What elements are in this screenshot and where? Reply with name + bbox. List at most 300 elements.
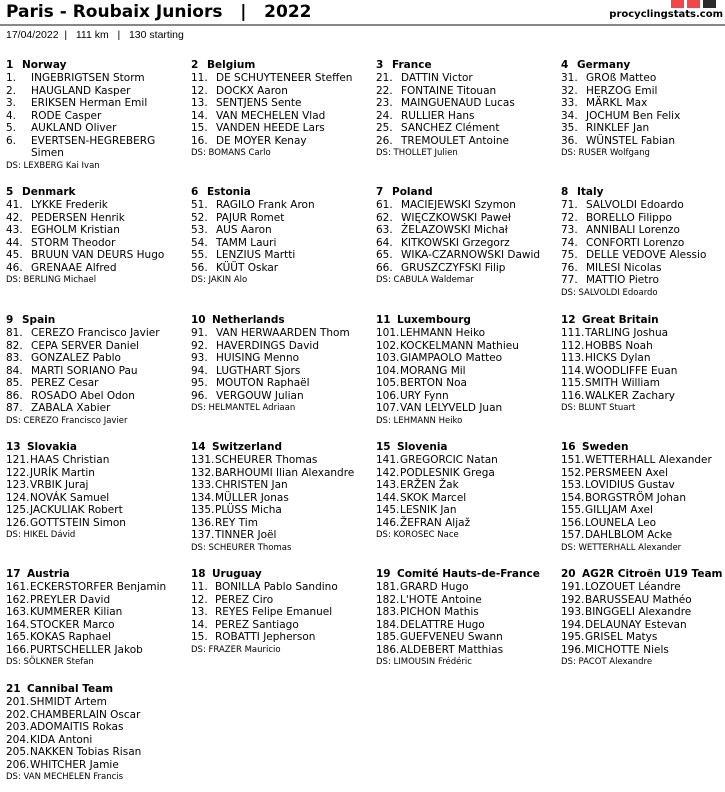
rider-name[interactable]: WETTERHALL Alexander	[585, 454, 712, 466]
rider-name[interactable]: BARUSSEAU Mathéo	[585, 593, 692, 606]
rider-row[interactable]	[6, 402, 186, 415]
rider-row[interactable]	[6, 631, 186, 644]
rider-name[interactable]: EGHOLM Kristian	[31, 224, 120, 236]
rider-name[interactable]: RINKLEF Jan	[586, 122, 650, 134]
rider-row[interactable]	[191, 212, 371, 225]
rider-row[interactable]	[6, 377, 186, 390]
rider-name[interactable]: MILESI Nicolas	[586, 261, 662, 274]
rider-name[interactable]: ROBATTI Jepherson	[215, 631, 316, 643]
rider-row[interactable]	[376, 492, 556, 505]
rider-row[interactable]	[191, 224, 371, 237]
rider-name[interactable]: ANNIBALI Lorenzo	[586, 224, 680, 236]
rider-name[interactable]: MÜLLER Jonas	[215, 491, 289, 504]
rider-name[interactable]: GRUSZCZYFSKI Filip	[401, 261, 506, 274]
rider-row[interactable]	[376, 224, 556, 237]
rider-row[interactable]	[376, 72, 556, 85]
rider-row[interactable]	[6, 504, 186, 517]
rider-name[interactable]: PICHON Mathis	[400, 606, 479, 618]
rider-name[interactable]: CHRISTEN Jan	[215, 479, 288, 491]
team-name[interactable]: Spain	[22, 314, 56, 326]
team-header[interactable]	[191, 567, 371, 581]
rider-row[interactable]	[191, 340, 371, 353]
rider-row[interactable]	[561, 504, 725, 517]
rider-name[interactable]: WIKA-CZARNOWSKI Dawid	[401, 249, 541, 261]
rider-name[interactable]: BERTON Noa	[400, 377, 467, 389]
rider-name[interactable]: VAN LELYVELD Juan	[400, 402, 503, 414]
rider-name[interactable]: GRARD Hugo	[400, 581, 469, 593]
rider-row[interactable]	[6, 581, 186, 594]
rider-name[interactable]: CONFORTI Lorenzo	[586, 236, 685, 249]
rider-row[interactable]	[561, 644, 725, 657]
rider-name[interactable]: WALKER Zachary	[585, 389, 676, 402]
rider-row[interactable]	[561, 212, 725, 225]
rider-row[interactable]	[191, 85, 371, 98]
rider-row[interactable]	[191, 110, 371, 123]
rider-name[interactable]: PLÜSS Micha	[215, 504, 282, 516]
rider-row[interactable]	[191, 492, 371, 505]
rider-row[interactable]	[561, 390, 725, 403]
rider-name[interactable]: RULLIER Hans	[401, 109, 475, 122]
team-header[interactable]	[561, 185, 725, 199]
rider-name[interactable]: BORELLO Filippo	[586, 211, 672, 224]
rider-row[interactable]	[561, 199, 725, 212]
team-header[interactable]	[6, 440, 186, 454]
rider-name[interactable]: WÜNSTEL Fabian	[586, 134, 676, 147]
rider-row[interactable]	[6, 365, 186, 378]
team-header[interactable]	[561, 440, 725, 454]
team-header[interactable]	[6, 58, 186, 72]
team-name[interactable]: Estonia	[207, 186, 251, 198]
rider-row[interactable]	[561, 340, 725, 353]
rider-row[interactable]	[6, 517, 186, 530]
rider-name[interactable]: MACIEJEWSKI Szymon	[401, 199, 516, 211]
rider-name[interactable]: RAGILO Frank Aron	[216, 199, 315, 211]
rider-name[interactable]: SHMIDT Artem	[30, 696, 107, 708]
rider-row[interactable]	[6, 619, 186, 632]
rider-name[interactable]: NOVÁK Samuel	[30, 491, 110, 504]
team-header[interactable]	[561, 313, 725, 327]
rider-name[interactable]: DELLE VEDOVE Alessio	[586, 249, 707, 261]
rider-row[interactable]	[6, 594, 186, 607]
rider-row[interactable]	[376, 212, 556, 225]
rider-name[interactable]: DATTIN Victor	[401, 72, 473, 84]
rider-row[interactable]	[561, 224, 725, 237]
rider-name[interactable]: ŻELAZOWSKI Michał	[401, 224, 508, 236]
rider-row[interactable]	[191, 249, 371, 262]
team-header[interactable]	[6, 313, 186, 327]
rider-name[interactable]: BRUUN VAN DEURS Hugo	[31, 249, 165, 261]
rider-row[interactable]	[376, 467, 556, 480]
rider-row[interactable]	[6, 110, 186, 123]
rider-row[interactable]	[561, 262, 725, 275]
rider-name[interactable]: L'HOTE Antoine	[400, 593, 482, 606]
rider-row[interactable]	[191, 606, 371, 619]
team-name[interactable]: Luxembourg	[397, 314, 471, 326]
rider-row[interactable]	[376, 352, 556, 365]
rider-name[interactable]: SCHEURER Thomas	[215, 454, 318, 466]
team-header[interactable]	[561, 58, 725, 72]
rider-row[interactable]	[376, 249, 556, 262]
rider-row[interactable]	[6, 237, 186, 250]
rider-name[interactable]: REYES Felipe Emanuel	[215, 606, 333, 618]
rider-row[interactable]	[561, 492, 725, 505]
team-header[interactable]	[191, 185, 371, 199]
rider-row[interactable]	[561, 529, 725, 542]
rider-row[interactable]	[6, 390, 186, 403]
rider-name[interactable]: VANDEN HEEDE Lars	[216, 122, 325, 134]
rider-name[interactable]: ADOMAITIS Rokas	[30, 721, 124, 733]
rider-name[interactable]: MICHOTTE Niels	[585, 643, 669, 656]
rider-name[interactable]: BARHOUMI Ilian Alexandre	[215, 466, 355, 479]
rider-name[interactable]: SENTJENS Sente	[216, 97, 302, 109]
rider-name[interactable]: ERIKSEN Herman Emil	[31, 97, 148, 109]
rider-name[interactable]: DE MOYER Kenay	[216, 134, 307, 147]
rider-row[interactable]	[6, 212, 186, 225]
rider-row[interactable]	[561, 237, 725, 250]
rider-row[interactable]	[376, 85, 556, 98]
rider-row[interactable]	[561, 454, 725, 467]
team-header[interactable]	[376, 440, 556, 454]
rider-row[interactable]	[6, 759, 186, 772]
rider-name[interactable]: PODLESNIK Grega	[400, 466, 495, 479]
team-header[interactable]	[6, 682, 186, 696]
rider-row[interactable]	[376, 644, 556, 657]
team-header[interactable]	[561, 567, 725, 581]
rider-row[interactable]	[561, 606, 725, 619]
rider-row[interactable]	[191, 581, 371, 594]
rider-row[interactable]	[376, 199, 556, 212]
rider-name[interactable]: TREMOULET Antoine	[401, 134, 509, 147]
rider-row[interactable]	[191, 390, 371, 403]
rider-name[interactable]: LOUNELA Leo	[585, 516, 657, 529]
rider-name[interactable]: BORGSTRÖM Johan	[585, 491, 687, 504]
team-name[interactable]: Poland	[392, 186, 433, 198]
rider-row[interactable]	[191, 199, 371, 212]
rider-row[interactable]	[376, 377, 556, 390]
rider-row[interactable]	[376, 237, 556, 250]
rider-name[interactable]: KUMMERER Kilian	[30, 606, 123, 618]
rider-name[interactable]: DELATTRE Hugo	[400, 618, 485, 631]
rider-row[interactable]	[561, 97, 725, 110]
team-name[interactable]: Uruguay	[212, 568, 262, 580]
rider-row[interactable]	[561, 619, 725, 632]
rider-name[interactable]: ZABALA Xabier	[31, 402, 111, 414]
rider-name[interactable]: SKOK Marcel	[400, 491, 467, 504]
rider-name[interactable]: HICKS Dylan	[585, 352, 651, 364]
rider-name[interactable]: MARTI SORIANO Pau	[31, 364, 138, 377]
rider-row[interactable]	[191, 97, 371, 110]
rider-name[interactable]: ALDEBERT Matthias	[400, 643, 504, 656]
rider-name[interactable]: CHAMBERLAIN Oscar	[30, 708, 141, 721]
team-name[interactable]: Italy	[577, 186, 604, 198]
team-header[interactable]	[376, 567, 556, 581]
rider-name[interactable]: GOTTSTEIN Simon	[30, 516, 126, 529]
rider-row[interactable]	[6, 746, 186, 759]
rider-name[interactable]: DOCKX Aaron	[216, 84, 288, 97]
rider-row[interactable]	[6, 467, 186, 480]
team-header[interactable]	[191, 58, 371, 72]
rider-row[interactable]	[191, 352, 371, 365]
rider-row[interactable]	[6, 492, 186, 505]
rider-row[interactable]	[561, 352, 725, 365]
rider-name[interactable]: GRISEL Matys	[585, 631, 658, 643]
rider-row[interactable]	[561, 365, 725, 378]
team-name[interactable]: Germany	[577, 59, 631, 71]
rider-row[interactable]	[191, 631, 371, 644]
rider-name[interactable]: STORM Theodor	[31, 236, 116, 249]
team-name[interactable]: Norway	[22, 59, 67, 71]
rider-row[interactable]	[191, 237, 371, 250]
rider-row[interactable]	[191, 262, 371, 275]
team-name[interactable]: Switzerland	[212, 441, 282, 453]
rider-name[interactable]: STOCKER Marco	[30, 618, 115, 631]
rider-row[interactable]	[561, 594, 725, 607]
rider-row[interactable]	[561, 135, 725, 148]
rider-name[interactable]: TINNER Joël	[215, 529, 277, 541]
rider-row[interactable]	[561, 517, 725, 530]
team-name[interactable]: Belgium	[207, 59, 256, 71]
rider-row[interactable]	[561, 110, 725, 123]
rider-name[interactable]: LOZOUET Léandre	[585, 581, 681, 593]
rider-name[interactable]: KOKAS Raphael	[30, 631, 112, 643]
rider-name[interactable]: WIĘCZKOWSKI Paweł	[401, 211, 511, 224]
rider-name[interactable]: KÜÜT Oskar	[216, 261, 279, 274]
rider-row[interactable]	[376, 606, 556, 619]
rider-name[interactable]: LYKKE Frederik	[31, 199, 108, 211]
rider-row[interactable]	[561, 377, 725, 390]
rider-name[interactable]: ŽEFRAN Aljaž	[400, 516, 471, 529]
team-header[interactable]	[376, 313, 556, 327]
rider-row[interactable]	[6, 97, 186, 110]
rider-row[interactable]	[561, 85, 725, 98]
rider-name[interactable]: LUGTHART Sjors	[216, 364, 301, 377]
rider-name[interactable]: DELAUNAY Estevan	[585, 618, 687, 631]
rider-name[interactable]: PEDERSEN Henrik	[31, 211, 125, 224]
rider-row[interactable]	[376, 327, 556, 340]
rider-name[interactable]: WOODLIFFE Euan	[585, 364, 678, 377]
rider-row[interactable]	[191, 454, 371, 467]
rider-name[interactable]: KOCKELMANN Mathieu	[400, 339, 519, 352]
rider-name[interactable]: VRBIK Juraj	[30, 479, 89, 491]
rider-row[interactable]	[6, 734, 186, 747]
team-name[interactable]: France	[392, 59, 432, 71]
rider-row[interactable]	[191, 619, 371, 632]
rider-name[interactable]: INGEBRIGTSEN Storm	[31, 72, 145, 84]
rider-row[interactable]	[6, 721, 186, 734]
rider-name[interactable]: URY Fynn	[400, 389, 449, 402]
team-header[interactable]	[191, 313, 371, 327]
rider-row[interactable]	[6, 135, 186, 160]
rider-name[interactable]: VAN MECHELEN Vlad	[216, 109, 326, 122]
rider-name[interactable]: NAKKEN Tobias Risan	[30, 746, 142, 758]
team-header[interactable]	[6, 567, 186, 581]
rider-row[interactable]	[6, 327, 186, 340]
rider-name[interactable]: HAAS Christian	[30, 454, 110, 466]
rider-name[interactable]: KIDA Antoni	[30, 733, 93, 746]
rider-row[interactable]	[191, 517, 371, 530]
team-header[interactable]	[191, 440, 371, 454]
rider-row[interactable]	[376, 135, 556, 148]
rider-row[interactable]	[6, 479, 186, 492]
rider-row[interactable]	[6, 696, 186, 709]
rider-name[interactable]: LOVIDIUS Gustav	[585, 479, 675, 491]
rider-name[interactable]: PEREZ Cesar	[31, 377, 99, 389]
rider-name[interactable]: WHITCHER Jamie	[30, 758, 119, 771]
rider-row[interactable]	[6, 352, 186, 365]
rider-row[interactable]	[6, 224, 186, 237]
rider-name[interactable]: FONTAINE Titouan	[401, 84, 497, 97]
rider-name[interactable]: ERŽEN Žak	[400, 479, 459, 491]
rider-row[interactable]	[6, 122, 186, 135]
rider-row[interactable]	[191, 479, 371, 492]
rider-name[interactable]: LESNIK Jan	[400, 504, 457, 516]
rider-name[interactable]: BINGGELI Alexandre	[585, 606, 692, 618]
rider-row[interactable]	[6, 262, 186, 275]
rider-name[interactable]: JURÍK Martin	[30, 466, 95, 479]
rider-row[interactable]	[561, 72, 725, 85]
rider-name[interactable]: GIAMPAOLO Matteo	[400, 352, 503, 364]
rider-row[interactable]	[6, 606, 186, 619]
rider-row[interactable]	[376, 631, 556, 644]
rider-name[interactable]: JOCHUM Ben Felix	[586, 109, 681, 122]
rider-row[interactable]	[561, 467, 725, 480]
rider-name[interactable]: MOUTON Raphaël	[216, 377, 310, 389]
rider-row[interactable]	[561, 327, 725, 340]
rider-row[interactable]	[376, 581, 556, 594]
rider-row[interactable]	[191, 377, 371, 390]
team-name[interactable]: Slovenia	[397, 441, 448, 453]
rider-row[interactable]	[191, 594, 371, 607]
rider-name[interactable]: GREGORCIC Natan	[400, 454, 498, 466]
team-name[interactable]: Comité Hauts-de-France	[397, 568, 540, 580]
rider-name[interactable]: LENZIUS Martti	[216, 249, 296, 261]
rider-name[interactable]: KITKOWSKI Grzegorz	[401, 236, 510, 249]
team-name[interactable]: Cannibal Team	[27, 683, 114, 695]
rider-row[interactable]	[376, 390, 556, 403]
rider-row[interactable]	[6, 454, 186, 467]
team-header[interactable]	[376, 58, 556, 72]
rider-row[interactable]	[376, 619, 556, 632]
rider-name[interactable]: LEHMANN Heiko	[400, 327, 486, 339]
rider-name[interactable]: BONILLA Pablo Sandino	[215, 581, 338, 593]
rider-row[interactable]	[376, 262, 556, 275]
rider-row[interactable]	[376, 504, 556, 517]
rider-row[interactable]	[6, 340, 186, 353]
rider-name[interactable]: PURTSCHELLER Jakob	[30, 643, 143, 656]
team-header[interactable]	[6, 185, 186, 199]
rider-row[interactable]	[6, 249, 186, 262]
rider-row[interactable]	[561, 122, 725, 135]
rider-row[interactable]	[376, 110, 556, 123]
rider-name[interactable]: MATTIO Pietro	[586, 274, 659, 286]
rider-name[interactable]: PERSMEEN Axel	[585, 466, 668, 479]
rider-row[interactable]	[376, 454, 556, 467]
rider-row[interactable]	[191, 135, 371, 148]
rider-name[interactable]: CEREZO Francisco Javier	[31, 327, 160, 339]
rider-row[interactable]	[561, 479, 725, 492]
team-name[interactable]: Great Britain	[582, 314, 659, 326]
rider-name[interactable]: MÄRKL Max	[586, 97, 648, 109]
rider-row[interactable]	[191, 529, 371, 542]
rider-name[interactable]: HAVERDINGS David	[216, 339, 320, 352]
rider-name[interactable]: SANCHEZ Clément	[401, 122, 500, 134]
team-name[interactable]: AG2R Citroën U19 Team	[582, 568, 723, 580]
rider-row[interactable]	[376, 479, 556, 492]
rider-row[interactable]	[191, 365, 371, 378]
rider-name[interactable]: RODE Casper	[31, 109, 102, 122]
rider-name[interactable]: SALVOLDI Edoardo	[586, 199, 684, 211]
rider-row[interactable]	[191, 327, 371, 340]
rider-name[interactable]: GUEFVENEU Swann	[400, 631, 503, 643]
rider-name[interactable]: VERGOUW Julian	[216, 389, 304, 402]
rider-row[interactable]	[6, 72, 186, 85]
rider-row[interactable]	[191, 122, 371, 135]
rider-name[interactable]: HERZOG Emil	[586, 84, 658, 97]
team-name[interactable]: Netherlands	[212, 314, 285, 326]
rider-name[interactable]: CEPA SERVER Daniel	[31, 339, 140, 352]
rider-name[interactable]: DAHLBLOM Acke	[585, 529, 673, 541]
site-logo[interactable]	[609, 0, 723, 22]
rider-name[interactable]: VAN HERWAARDEN Thom	[216, 327, 350, 339]
team-name[interactable]: Sweden	[582, 441, 629, 453]
rider-name[interactable]: JACKULIAK Robert	[30, 504, 123, 516]
rider-name[interactable]: HAUGLAND Kasper	[31, 84, 131, 97]
rider-name[interactable]: ECKERSTORFER Benjamin	[30, 581, 167, 593]
rider-name[interactable]: SMITH William	[585, 377, 660, 389]
team-name[interactable]: Austria	[27, 568, 70, 580]
team-name[interactable]: Denmark	[22, 186, 76, 198]
rider-row[interactable]	[6, 709, 186, 722]
rider-name[interactable]: GROß Matteo	[586, 72, 657, 84]
rider-row[interactable]	[6, 644, 186, 657]
rider-row[interactable]	[376, 340, 556, 353]
rider-name[interactable]: PREYLER David	[30, 593, 111, 606]
rider-name[interactable]: HOBBS Noah	[585, 339, 653, 352]
rider-name[interactable]: MAINGUENAUD Lucas	[401, 97, 515, 109]
rider-name[interactable]: AUS Aaron	[216, 224, 272, 236]
rider-name[interactable]: REY Tim	[215, 516, 258, 529]
team-header[interactable]	[376, 185, 556, 199]
rider-name[interactable]: PEREZ Ciro	[215, 593, 274, 606]
rider-name[interactable]: GILLJAM Axel	[585, 504, 653, 516]
rider-row[interactable]	[376, 365, 556, 378]
rider-row[interactable]	[6, 199, 186, 212]
rider-row[interactable]	[376, 402, 556, 415]
rider-row[interactable]	[561, 249, 725, 262]
rider-row[interactable]	[561, 631, 725, 644]
rider-name[interactable]: PEREZ Santiago	[215, 618, 299, 631]
rider-row[interactable]	[376, 122, 556, 135]
rider-name[interactable]: PAJUR Romet	[216, 211, 285, 224]
rider-name[interactable]: ROSADO Abel Odon	[31, 389, 135, 402]
rider-name[interactable]: HUISING Menno	[216, 352, 300, 364]
rider-name[interactable]: GONZALEZ Pablo	[31, 352, 121, 364]
rider-name[interactable]: AUKLAND Oliver	[31, 122, 117, 134]
rider-name[interactable]: TARLING Joshua	[585, 327, 669, 339]
rider-row[interactable]	[376, 594, 556, 607]
rider-row[interactable]	[6, 85, 186, 98]
rider-row[interactable]	[376, 517, 556, 530]
rider-row[interactable]	[376, 97, 556, 110]
rider-row[interactable]	[191, 467, 371, 480]
rider-row[interactable]	[561, 274, 725, 287]
rider-row[interactable]	[561, 581, 725, 594]
rider-row[interactable]	[191, 72, 371, 85]
rider-name[interactable]: EVERTSEN-HEGREBERG Simen	[31, 134, 156, 159]
team-name[interactable]: Slovakia	[27, 441, 77, 453]
rider-row[interactable]	[191, 504, 371, 517]
rider-name[interactable]: DE SCHUYTENEER Steffen	[216, 72, 353, 84]
